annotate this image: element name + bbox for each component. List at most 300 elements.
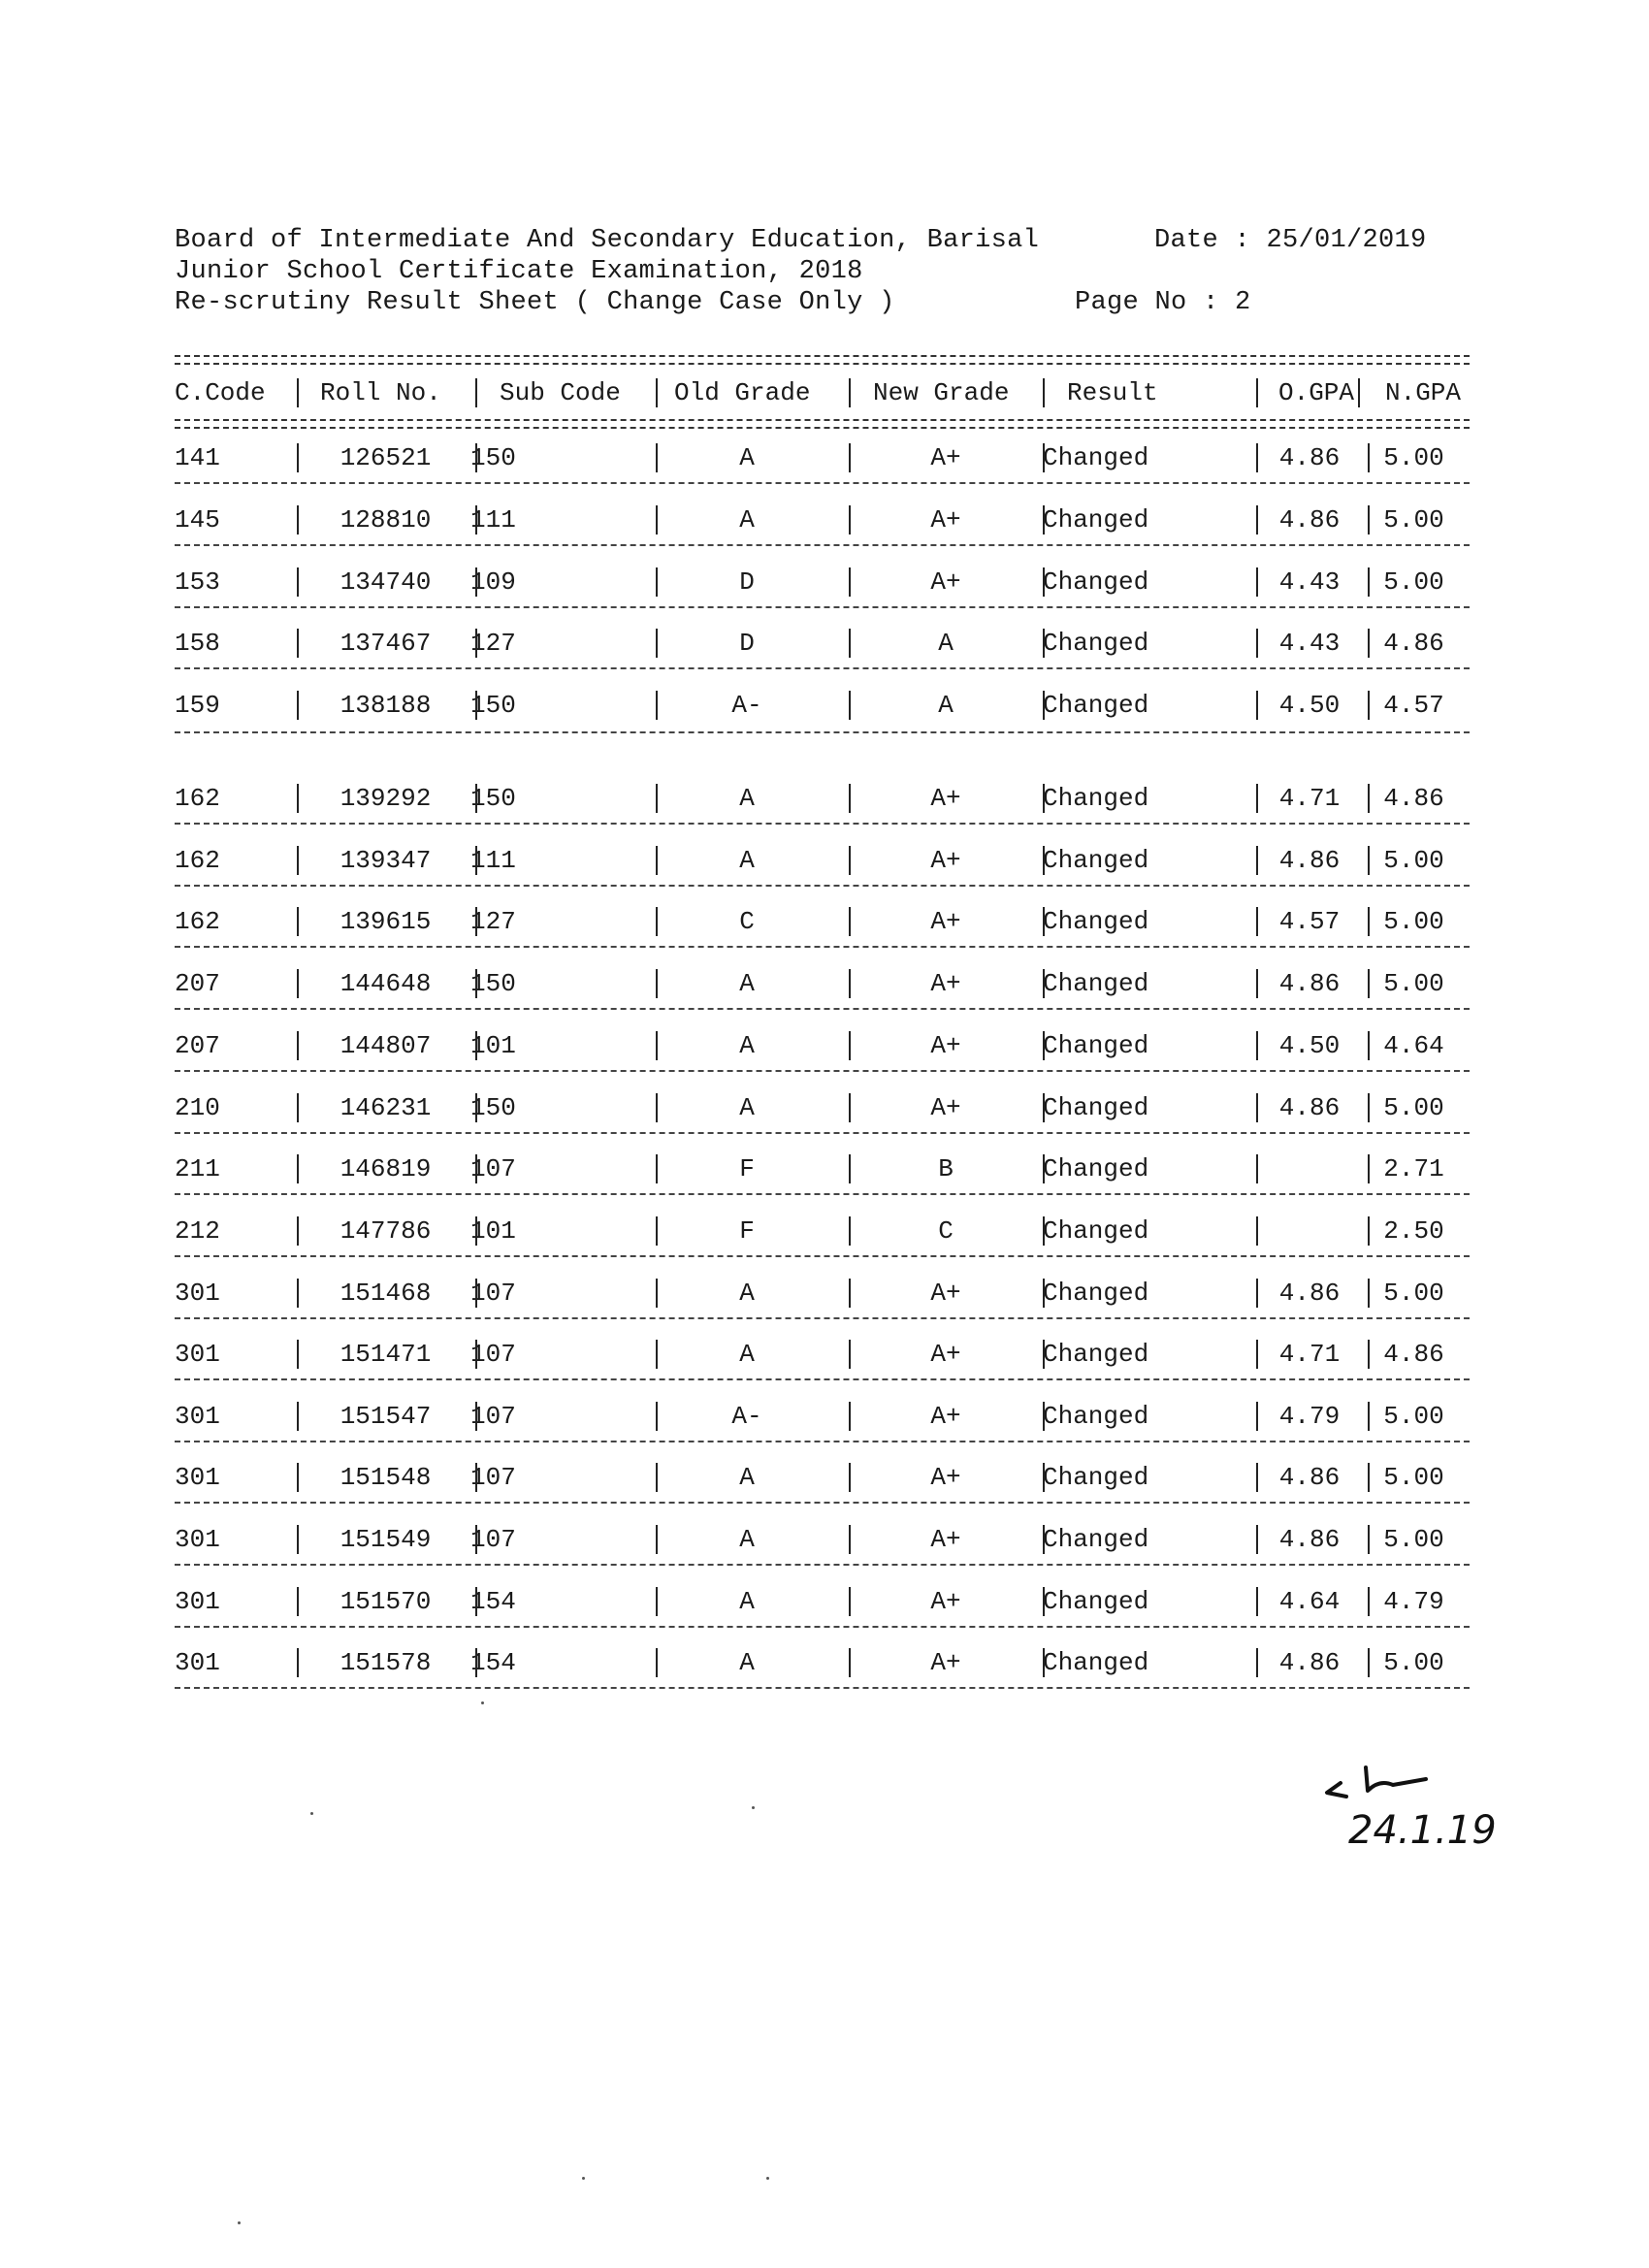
table-cell: 150 [470, 969, 516, 998]
column-divider [1043, 1587, 1045, 1616]
column-divider [297, 1154, 299, 1183]
column-divider [656, 907, 658, 936]
column-divider [1043, 691, 1045, 720]
scan-speck [481, 1701, 484, 1704]
column-divider [1256, 505, 1258, 535]
row-separator [175, 1441, 1470, 1442]
table-cell: 150 [470, 784, 516, 813]
table-cell: 162 [175, 907, 220, 936]
column-divider [297, 784, 299, 813]
row-separator [175, 1502, 1470, 1504]
column-divider [297, 629, 299, 658]
column-divider [1368, 505, 1370, 535]
signature-mark [1319, 1746, 1513, 1853]
column-divider [1368, 846, 1370, 875]
column-header: N.GPA [1385, 378, 1462, 407]
column-divider [297, 1279, 299, 1308]
sheet-date: Date : 25/01/2019 [1154, 226, 1427, 255]
row-separator [175, 946, 1470, 948]
column-divider [475, 784, 477, 813]
table-cell: 107 [470, 1154, 516, 1183]
column-divider [1043, 567, 1045, 597]
table-cell: 4.79 [1278, 1402, 1341, 1431]
column-divider [1256, 1340, 1258, 1369]
scan-speck [766, 2177, 769, 2180]
table-cell: 4.71 [1278, 1340, 1341, 1369]
table-cell: 159 [175, 691, 220, 720]
table-cell: 107 [470, 1340, 516, 1369]
column-divider [656, 1402, 658, 1431]
column-divider [1043, 1525, 1045, 1554]
table-cell: 301 [175, 1525, 220, 1554]
column-divider [1043, 1031, 1045, 1060]
column-divider [1256, 1525, 1258, 1554]
scan-speck [752, 1806, 755, 1809]
table-cell: 137467 [340, 629, 432, 658]
column-header: Sub Code [500, 378, 621, 407]
row-separator [175, 1564, 1470, 1566]
table-cell: 107 [470, 1279, 516, 1308]
row-separator [175, 482, 1470, 484]
column-divider [1368, 1525, 1370, 1554]
table-cell: 207 [175, 1031, 220, 1060]
table-cell: 107 [470, 1525, 516, 1554]
scan-speck [582, 2177, 585, 2180]
table-cell: A+ [930, 846, 961, 875]
table-cell: 145 [175, 505, 220, 535]
table-cell: 162 [175, 846, 220, 875]
column-divider [656, 1279, 658, 1308]
column-divider [849, 567, 851, 597]
column-divider [297, 378, 299, 407]
table-cell: A [739, 505, 755, 535]
table-cell: 134740 [340, 567, 432, 597]
column-divider [1368, 1648, 1370, 1677]
table-cell: 4.64 [1278, 1587, 1341, 1616]
row-separator [175, 1193, 1470, 1195]
table-cell: 150 [470, 443, 516, 472]
column-divider [1043, 846, 1045, 875]
column-divider [1368, 1587, 1370, 1616]
column-divider [297, 969, 299, 998]
table-cell: Changed [1043, 567, 1149, 597]
column-divider [849, 505, 851, 535]
table-cell: 211 [175, 1154, 220, 1183]
column-divider [1043, 1154, 1045, 1183]
table-cell: 301 [175, 1402, 220, 1431]
table-cell: 107 [470, 1463, 516, 1492]
table-cell: A+ [930, 505, 961, 535]
column-divider [475, 443, 477, 472]
table-cell: A+ [930, 1525, 961, 1554]
table-cell: 151578 [340, 1648, 432, 1677]
table-cell: A+ [930, 1648, 961, 1677]
table-cell: 141 [175, 443, 220, 472]
table-cell: 4.86 [1278, 1279, 1341, 1308]
column-header: O.GPA [1278, 378, 1355, 407]
column-divider [475, 691, 477, 720]
column-divider [656, 1031, 658, 1060]
table-cell: 4.86 [1278, 1525, 1341, 1554]
row-separator [175, 1317, 1470, 1319]
column-divider [297, 443, 299, 472]
column-divider [656, 784, 658, 813]
column-divider [297, 1093, 299, 1122]
table-cell: 4.43 [1278, 629, 1341, 658]
table-cell: Changed [1043, 1093, 1149, 1122]
table-cell: Changed [1043, 629, 1149, 658]
column-divider [849, 691, 851, 720]
row-separator [175, 1378, 1470, 1380]
table-cell: 138188 [340, 691, 432, 720]
table-cell: 146231 [340, 1093, 432, 1122]
table-cell: A [739, 969, 755, 998]
column-divider [297, 846, 299, 875]
row-separator [175, 1070, 1470, 1072]
row-separator [175, 606, 1470, 608]
column-divider [1043, 1648, 1045, 1677]
column-divider [1368, 1031, 1370, 1060]
table-cell: 4.86 [1278, 443, 1341, 472]
table-cell: 158 [175, 629, 220, 658]
table-cell: 2.71 [1383, 1154, 1444, 1183]
table-cell: 147786 [340, 1216, 432, 1246]
row-separator [175, 885, 1470, 887]
column-divider [1358, 378, 1360, 407]
table-cell: A [739, 846, 755, 875]
column-divider [849, 1216, 851, 1246]
table-cell: 2.50 [1383, 1216, 1444, 1246]
column-divider [297, 1402, 299, 1431]
column-divider [849, 846, 851, 875]
column-divider [1043, 969, 1045, 998]
table-cell: 212 [175, 1216, 220, 1246]
column-divider [1368, 1216, 1370, 1246]
column-divider [656, 691, 658, 720]
column-divider [475, 629, 477, 658]
sheet-title: Re-scrutiny Result Sheet ( Change Case Only ) [175, 288, 895, 317]
table-cell: A [739, 1279, 755, 1308]
table-cell: Changed [1043, 1340, 1149, 1369]
table-cell: Changed [1043, 505, 1149, 535]
column-header: Result [1067, 378, 1158, 407]
table-cell: 101 [470, 1031, 516, 1060]
table-cell: C [739, 907, 755, 936]
column-divider [1256, 1402, 1258, 1431]
table-cell: Changed [1043, 1031, 1149, 1060]
column-divider [656, 1463, 658, 1492]
column-divider [1368, 691, 1370, 720]
table-cell: 210 [175, 1093, 220, 1122]
table-cell: A+ [930, 1587, 961, 1616]
column-header: C.Code [175, 378, 266, 407]
column-header: Old Grade [674, 378, 811, 407]
table-cell: 150 [470, 1093, 516, 1122]
column-divider [1043, 907, 1045, 936]
column-divider [1043, 784, 1045, 813]
column-divider [1256, 1031, 1258, 1060]
table-cell: C [938, 1216, 954, 1246]
column-divider [1256, 1216, 1258, 1246]
column-divider [475, 969, 477, 998]
column-divider [1368, 1402, 1370, 1431]
table-cell: A+ [930, 1463, 961, 1492]
column-divider [475, 378, 477, 407]
column-divider [1256, 567, 1258, 597]
table-cell: A [938, 691, 954, 720]
table-cell: Changed [1043, 1463, 1149, 1492]
column-divider [849, 1648, 851, 1677]
table-cell: Changed [1043, 1154, 1149, 1183]
column-divider [1256, 1279, 1258, 1308]
table-cell: Changed [1043, 443, 1149, 472]
column-divider [656, 443, 658, 472]
table-cell: 139292 [340, 784, 432, 813]
column-divider [1256, 629, 1258, 658]
column-divider [1368, 907, 1370, 936]
table-cell: 154 [470, 1587, 516, 1616]
table-cell: 4.86 [1278, 846, 1341, 875]
table-cell: 4.71 [1278, 784, 1341, 813]
table-cell: A [739, 443, 755, 472]
table-cell: 4.86 [1278, 1093, 1341, 1122]
table-cell: 139347 [340, 846, 432, 875]
table-cell: 4.57 [1278, 907, 1341, 936]
column-divider [656, 969, 658, 998]
column-divider [849, 1340, 851, 1369]
column-divider [475, 846, 477, 875]
table-cell: 111 [470, 846, 516, 875]
table-cell: D [739, 629, 755, 658]
table-cell: 4.64 [1383, 1031, 1444, 1060]
table-cell: 4.86 [1278, 505, 1341, 535]
column-divider [1256, 1648, 1258, 1677]
column-divider [297, 1525, 299, 1554]
table-cell: A [739, 1525, 755, 1554]
row-separator [175, 1687, 1470, 1689]
column-divider [297, 691, 299, 720]
column-divider [849, 907, 851, 936]
column-divider [1256, 443, 1258, 472]
table-cell: 5.00 [1383, 1093, 1444, 1122]
table-cell: 154 [470, 1648, 516, 1677]
column-divider [849, 443, 851, 472]
table-cell: 153 [175, 567, 220, 597]
table-cell: Changed [1043, 1648, 1149, 1677]
column-divider [849, 1525, 851, 1554]
table-cell: 301 [175, 1340, 220, 1369]
table-cell: 146819 [340, 1154, 432, 1183]
exam-name: Junior School Certificate Examination, 2018 [175, 257, 863, 286]
header-rule-top [175, 355, 1470, 365]
column-divider [297, 907, 299, 936]
column-divider [656, 1587, 658, 1616]
column-divider [475, 907, 477, 936]
column-divider [1043, 629, 1045, 658]
table-cell: 5.00 [1383, 1648, 1444, 1677]
table-cell: 151548 [340, 1463, 432, 1492]
table-cell: 127 [470, 629, 516, 658]
table-cell: A- [731, 1402, 762, 1431]
column-divider [1368, 1463, 1370, 1492]
table-cell: 4.50 [1278, 691, 1341, 720]
column-divider [1368, 629, 1370, 658]
table-cell: 101 [470, 1216, 516, 1246]
table-cell: 109 [470, 567, 516, 597]
board-name: Board of Intermediate And Secondary Education, Barisal [175, 226, 1040, 255]
row-separator [175, 544, 1470, 546]
column-divider [849, 1093, 851, 1122]
table-cell: 5.00 [1383, 505, 1444, 535]
table-cell: A+ [930, 1031, 961, 1060]
column-divider [849, 1587, 851, 1616]
column-divider [1368, 567, 1370, 597]
table-cell: 4.86 [1383, 1340, 1444, 1369]
table-cell: A- [731, 691, 762, 720]
table-cell: 151471 [340, 1340, 432, 1369]
column-divider [656, 629, 658, 658]
table-cell: 111 [470, 505, 516, 535]
column-divider [1256, 846, 1258, 875]
column-divider [1043, 505, 1045, 535]
table-cell: A+ [930, 1402, 961, 1431]
table-cell: 107 [470, 1402, 516, 1431]
table-cell: Changed [1043, 1587, 1149, 1616]
column-divider [849, 1031, 851, 1060]
column-divider [1043, 443, 1045, 472]
column-divider [656, 1340, 658, 1369]
column-divider [1043, 1279, 1045, 1308]
column-divider [297, 1463, 299, 1492]
column-divider [475, 1525, 477, 1554]
column-divider [475, 1216, 477, 1246]
table-cell: A+ [930, 969, 961, 998]
column-divider [1368, 1093, 1370, 1122]
row-separator [175, 823, 1470, 825]
column-divider [656, 567, 658, 597]
column-divider [297, 1031, 299, 1060]
table-cell: A+ [930, 1340, 961, 1369]
table-cell: 5.00 [1383, 1525, 1444, 1554]
column-divider [656, 1648, 658, 1677]
column-divider [1043, 1093, 1045, 1122]
column-divider [475, 1154, 477, 1183]
column-divider [1043, 1216, 1045, 1246]
table-cell: 151468 [340, 1279, 432, 1308]
column-divider [656, 1154, 658, 1183]
table-cell: Changed [1043, 846, 1149, 875]
table-cell: A+ [930, 567, 961, 597]
column-divider [849, 1463, 851, 1492]
column-divider [656, 505, 658, 535]
table-cell: A [739, 1587, 755, 1616]
column-divider [297, 1587, 299, 1616]
column-divider [849, 629, 851, 658]
table-cell: 301 [175, 1279, 220, 1308]
column-divider [656, 1525, 658, 1554]
table-cell: 301 [175, 1587, 220, 1616]
table-cell: B [938, 1154, 954, 1183]
table-cell: 301 [175, 1648, 220, 1677]
page-number: Page No : 2 [1075, 288, 1251, 317]
row-separator [175, 1255, 1470, 1257]
table-cell: 144807 [340, 1031, 432, 1060]
table-cell: 128810 [340, 505, 432, 535]
table-cell: 5.00 [1383, 846, 1444, 875]
column-divider [475, 1279, 477, 1308]
table-cell: A+ [930, 784, 961, 813]
column-divider [297, 567, 299, 597]
column-divider [1256, 1154, 1258, 1183]
table-cell: A [739, 1340, 755, 1369]
table-cell: 139615 [340, 907, 432, 936]
table-cell: A+ [930, 1093, 961, 1122]
table-cell: F [739, 1154, 755, 1183]
column-divider [656, 846, 658, 875]
column-divider [297, 1340, 299, 1369]
column-divider [849, 784, 851, 813]
table-cell: 5.00 [1383, 1463, 1444, 1492]
column-divider [1256, 1093, 1258, 1122]
column-divider [849, 969, 851, 998]
column-divider [475, 1402, 477, 1431]
table-cell: Changed [1043, 907, 1149, 936]
table-cell: 127 [470, 907, 516, 936]
column-divider [1043, 378, 1045, 407]
table-cell: 151549 [340, 1525, 432, 1554]
table-cell: 5.00 [1383, 907, 1444, 936]
column-divider [849, 378, 851, 407]
table-cell: A [739, 1463, 755, 1492]
table-cell: A+ [930, 443, 961, 472]
row-separator [175, 1132, 1470, 1134]
table-cell: 5.00 [1383, 567, 1444, 597]
table-cell: 4.43 [1278, 567, 1341, 597]
table-cell: A [739, 1093, 755, 1122]
table-cell: 5.00 [1383, 443, 1444, 472]
table-cell: A+ [930, 1279, 961, 1308]
table-cell: 126521 [340, 443, 432, 472]
table-cell: Changed [1043, 1402, 1149, 1431]
table-cell: 207 [175, 969, 220, 998]
table-cell: D [739, 567, 755, 597]
column-divider [475, 1648, 477, 1677]
row-separator [175, 1008, 1470, 1010]
table-cell: Changed [1043, 1279, 1149, 1308]
table-cell: 4.86 [1278, 1463, 1341, 1492]
column-divider [475, 505, 477, 535]
table-cell: A [739, 1031, 755, 1060]
column-divider [1043, 1402, 1045, 1431]
column-divider [1368, 1340, 1370, 1369]
column-divider [849, 1154, 851, 1183]
table-cell: A [938, 629, 954, 658]
column-divider [475, 1093, 477, 1122]
column-divider [1256, 1587, 1258, 1616]
table-cell: 150 [470, 691, 516, 720]
column-divider [656, 378, 658, 407]
row-separator [175, 1626, 1470, 1628]
column-divider [475, 1031, 477, 1060]
column-header: New Grade [873, 378, 1010, 407]
column-divider [475, 1340, 477, 1369]
column-divider [1256, 784, 1258, 813]
column-divider [656, 1093, 658, 1122]
column-divider [656, 1216, 658, 1246]
table-cell: 4.86 [1278, 969, 1341, 998]
table-cell: 5.00 [1383, 1279, 1444, 1308]
column-divider [1368, 969, 1370, 998]
